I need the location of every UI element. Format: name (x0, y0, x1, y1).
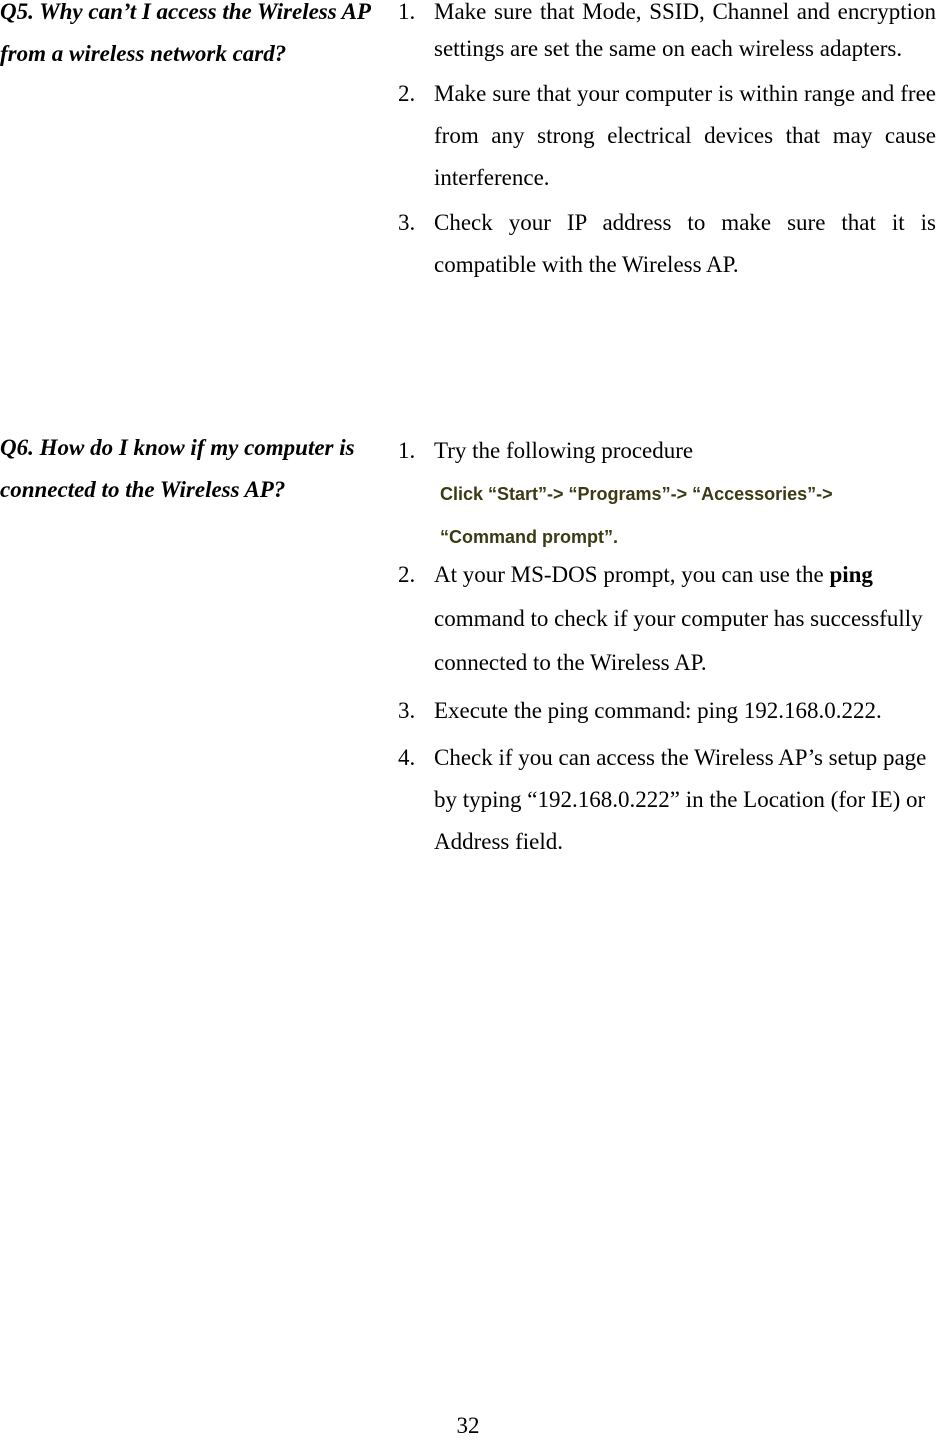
q6-list-item-1 (398, 437, 936, 465)
list-item-text: Execute the ping command: ping 192.168.0.222. (434, 698, 882, 723)
text-after: command to check if your computer has successfully connected to the Wireless AP. (434, 606, 923, 675)
q5-answer-list (398, 0, 936, 286)
q6-answer-list (398, 437, 936, 863)
q5-list-item-1 (398, 0, 936, 67)
list-number: 1. (398, 0, 416, 24)
q5-list-item-2 (398, 73, 936, 199)
q5-question: Q5. Why can’t I access the Wireless AP from a wireless network card? (0, 0, 371, 66)
ping-keyword: ping (829, 562, 873, 587)
list-number: 3. (398, 210, 416, 235)
list-item-text: Make sure that your computer is within range and free from any strong electrical devices that may cause interference. (434, 81, 936, 190)
command-prompt-procedure: Click “Start”-> “Programs”-> “Accessories”-> “Command prompt”. (440, 484, 833, 547)
list-item-text: Try the following procedure (434, 438, 694, 463)
list-number: 2. (398, 81, 416, 106)
page-number: 32 (456, 1413, 480, 1438)
list-number: 4. (398, 745, 416, 770)
list-number: 1. (398, 438, 416, 463)
list-number: 2. (398, 562, 416, 587)
list-item-text: Check if you can access the Wireless AP’s setup page by typing “192.168.0.222” in the Location (for IE) or Address field. (434, 745, 927, 854)
list-item-text: Make sure that Mode, SSID, Channel and encryption settings are set the same on each wireless adapters. (434, 0, 936, 61)
q6-question: Q6. How do I know if my computer is connected to the Wireless AP? (0, 435, 355, 502)
q6-list-item-4 (398, 737, 936, 863)
list-number: 3. (398, 698, 416, 723)
list-item-text: Check your IP address to make sure that it is compatible with the Wireless AP. (434, 210, 936, 277)
q5-list-item-3 (398, 202, 936, 286)
list-item-text (434, 553, 936, 685)
q6-list-item-2 (398, 553, 936, 685)
q6-list-item-3 (398, 689, 936, 733)
text-before: At your MS-DOS prompt, you can use the (434, 562, 830, 587)
